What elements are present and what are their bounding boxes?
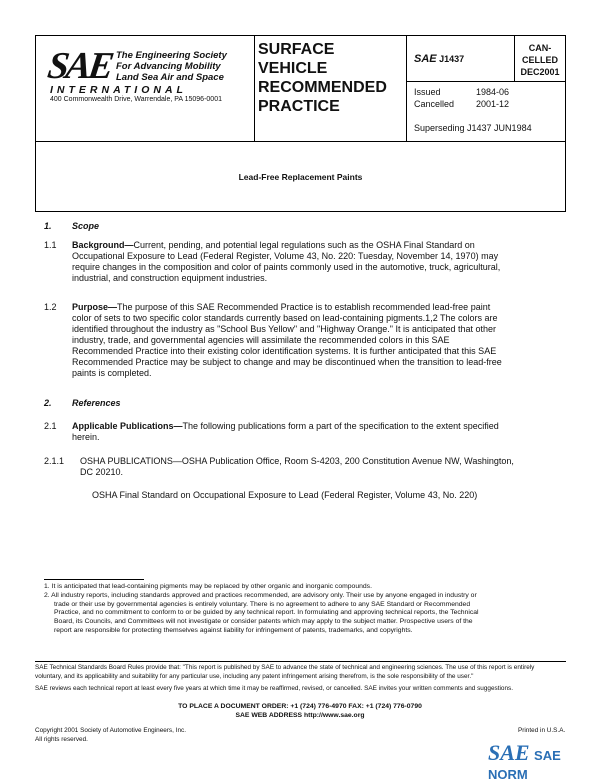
paragraph-purpose: Purpose—The purpose of this SAE Recommended Practice is to establish recommended lead-free paint color of sets to two specific color standards currently based on lead-containing pigments.1,2 The colors are identified throughout the industry as "School Bus Yellow" and "Highway Orange." It is anticipated that other industry, trade, and governmental agencies will assimilate the recommended colors in this SAE Recommended Practice into their existing color identification systems. It is further anticipated that this SAE Recommended Practice may be subject to change and may be discontinued when the transition to lead-free paints is completed. xyxy=(72,302,502,378)
printed-in: Printed in U.S.A. xyxy=(518,727,566,734)
cancelled-value: 2001-12 xyxy=(476,99,510,109)
sae-norm-watermark xyxy=(488,740,600,784)
footnotes: 1. It is anticipated that lead-containing pigments may be replaced by other organic and inorganic compounds. 2. All industry reports, including standards approved and practices recommended, are advisory only. Their use by anyone engaged in industry or trade or their use by governmental agencies is entirely voluntary. There is no agreement to adhere to any SAE Standard or Recommended Practice, and no commitment to conform to or be guided by any technical report. In formulating and approving technical reports, the Technical Board, its Councils, and Committees will not investigate or consider patents which may apply to the subject matter. Prospective users of the report are responsible for protecting themselves against liability for infringement of patents, trademarks, and copyrights. xyxy=(44,583,479,634)
paragraph-publications: Applicable Publications—The following publications form a part of the specification to the extent specified herein. xyxy=(72,421,499,442)
order-info: TO PLACE A DOCUMENT ORDER: +1 (724) 776-4970 FAX: +1 (724) 776-0790 xyxy=(178,703,422,710)
paragraph-number: 1.1 xyxy=(44,240,57,250)
sae-norm-text: SAE NORM xyxy=(488,748,561,782)
divider xyxy=(514,36,515,81)
logo-international: INTERNATIONAL xyxy=(50,84,187,96)
sae-logo: SAE xyxy=(45,45,114,87)
footnote-rule xyxy=(44,579,144,580)
web-address: SAE WEB ADDRESS http://www.sae.org xyxy=(235,712,365,719)
paragraph-osha: OSHA PUBLICATIONS—OSHA Publication Office, Room S-4203, 200 Constitution Avenue NW, Washington, DC 20210. xyxy=(80,456,514,477)
paragraph-number: 2.1 xyxy=(44,421,57,431)
cancelled-label: Cancelled xyxy=(414,99,455,109)
document-number: SAE J1437 xyxy=(414,53,465,65)
issued-value: 1984-06 xyxy=(476,87,510,97)
footer-rule xyxy=(35,661,566,662)
paragraph-background: Background—Current, pending, and potential legal regulations such as the OSHA Final Standard on Occupational Exposure to Lead (Federal Register, Volume 43, No. 220: Tuesday, November 14, 1970) may require changes in the composition and color of paints commonly used in the automotive, truck, agricultural, industrial, and construction equipment industries. xyxy=(72,240,501,283)
section-number: 2. xyxy=(44,398,52,408)
paragraph-number: 2.1.1 xyxy=(44,456,65,466)
divider xyxy=(406,81,566,82)
page-title: Lead-Free Replacement Paints xyxy=(238,172,363,182)
status-badge: CAN- CELLED DEC2001 xyxy=(520,43,560,77)
section-title: Scope xyxy=(72,221,100,231)
address: 400 Commonwealth Drive, Warrendale, PA 15096-0001 xyxy=(50,96,222,103)
reference-item: OSHA Final Standard on Occupational Exposure to Lead (Federal Register, Volume 43, No. 220) xyxy=(92,490,478,500)
document-type: SURFACE VEHICLE RECOMMENDED PRACTICE xyxy=(258,41,387,115)
section-number: 1. xyxy=(44,221,52,231)
issued-label: Issued xyxy=(414,87,441,97)
divider xyxy=(406,36,407,141)
copyright: Copyright 2001 Society of Automotive Engineers, Inc. All rights reserved. xyxy=(35,727,186,743)
logo-tagline: The Engineering Society For Advancing Mobility Land Sea Air and Space xyxy=(116,50,227,83)
section-title: References xyxy=(72,398,121,408)
superseding: Superseding J1437 JUN1984 xyxy=(414,123,532,133)
sae-norm-logo: SAE xyxy=(488,740,530,765)
legal-notice: SAE Technical Standards Board Rules provide that: "This report is published by SAE to advance the state of technical and engineering sciences. The use of this report is entirely voluntary, and its applicability and suitability for any particular use, including any patent infringement arising therefrom, is the sole responsibility of the user." SAE reviews each technical report at least every five years at which time it may be reaffirmed, revised, or cancelled. SAE invites your written comments and suggestions. xyxy=(35,664,535,693)
paragraph-number: 1.2 xyxy=(44,302,57,312)
divider xyxy=(254,36,255,141)
